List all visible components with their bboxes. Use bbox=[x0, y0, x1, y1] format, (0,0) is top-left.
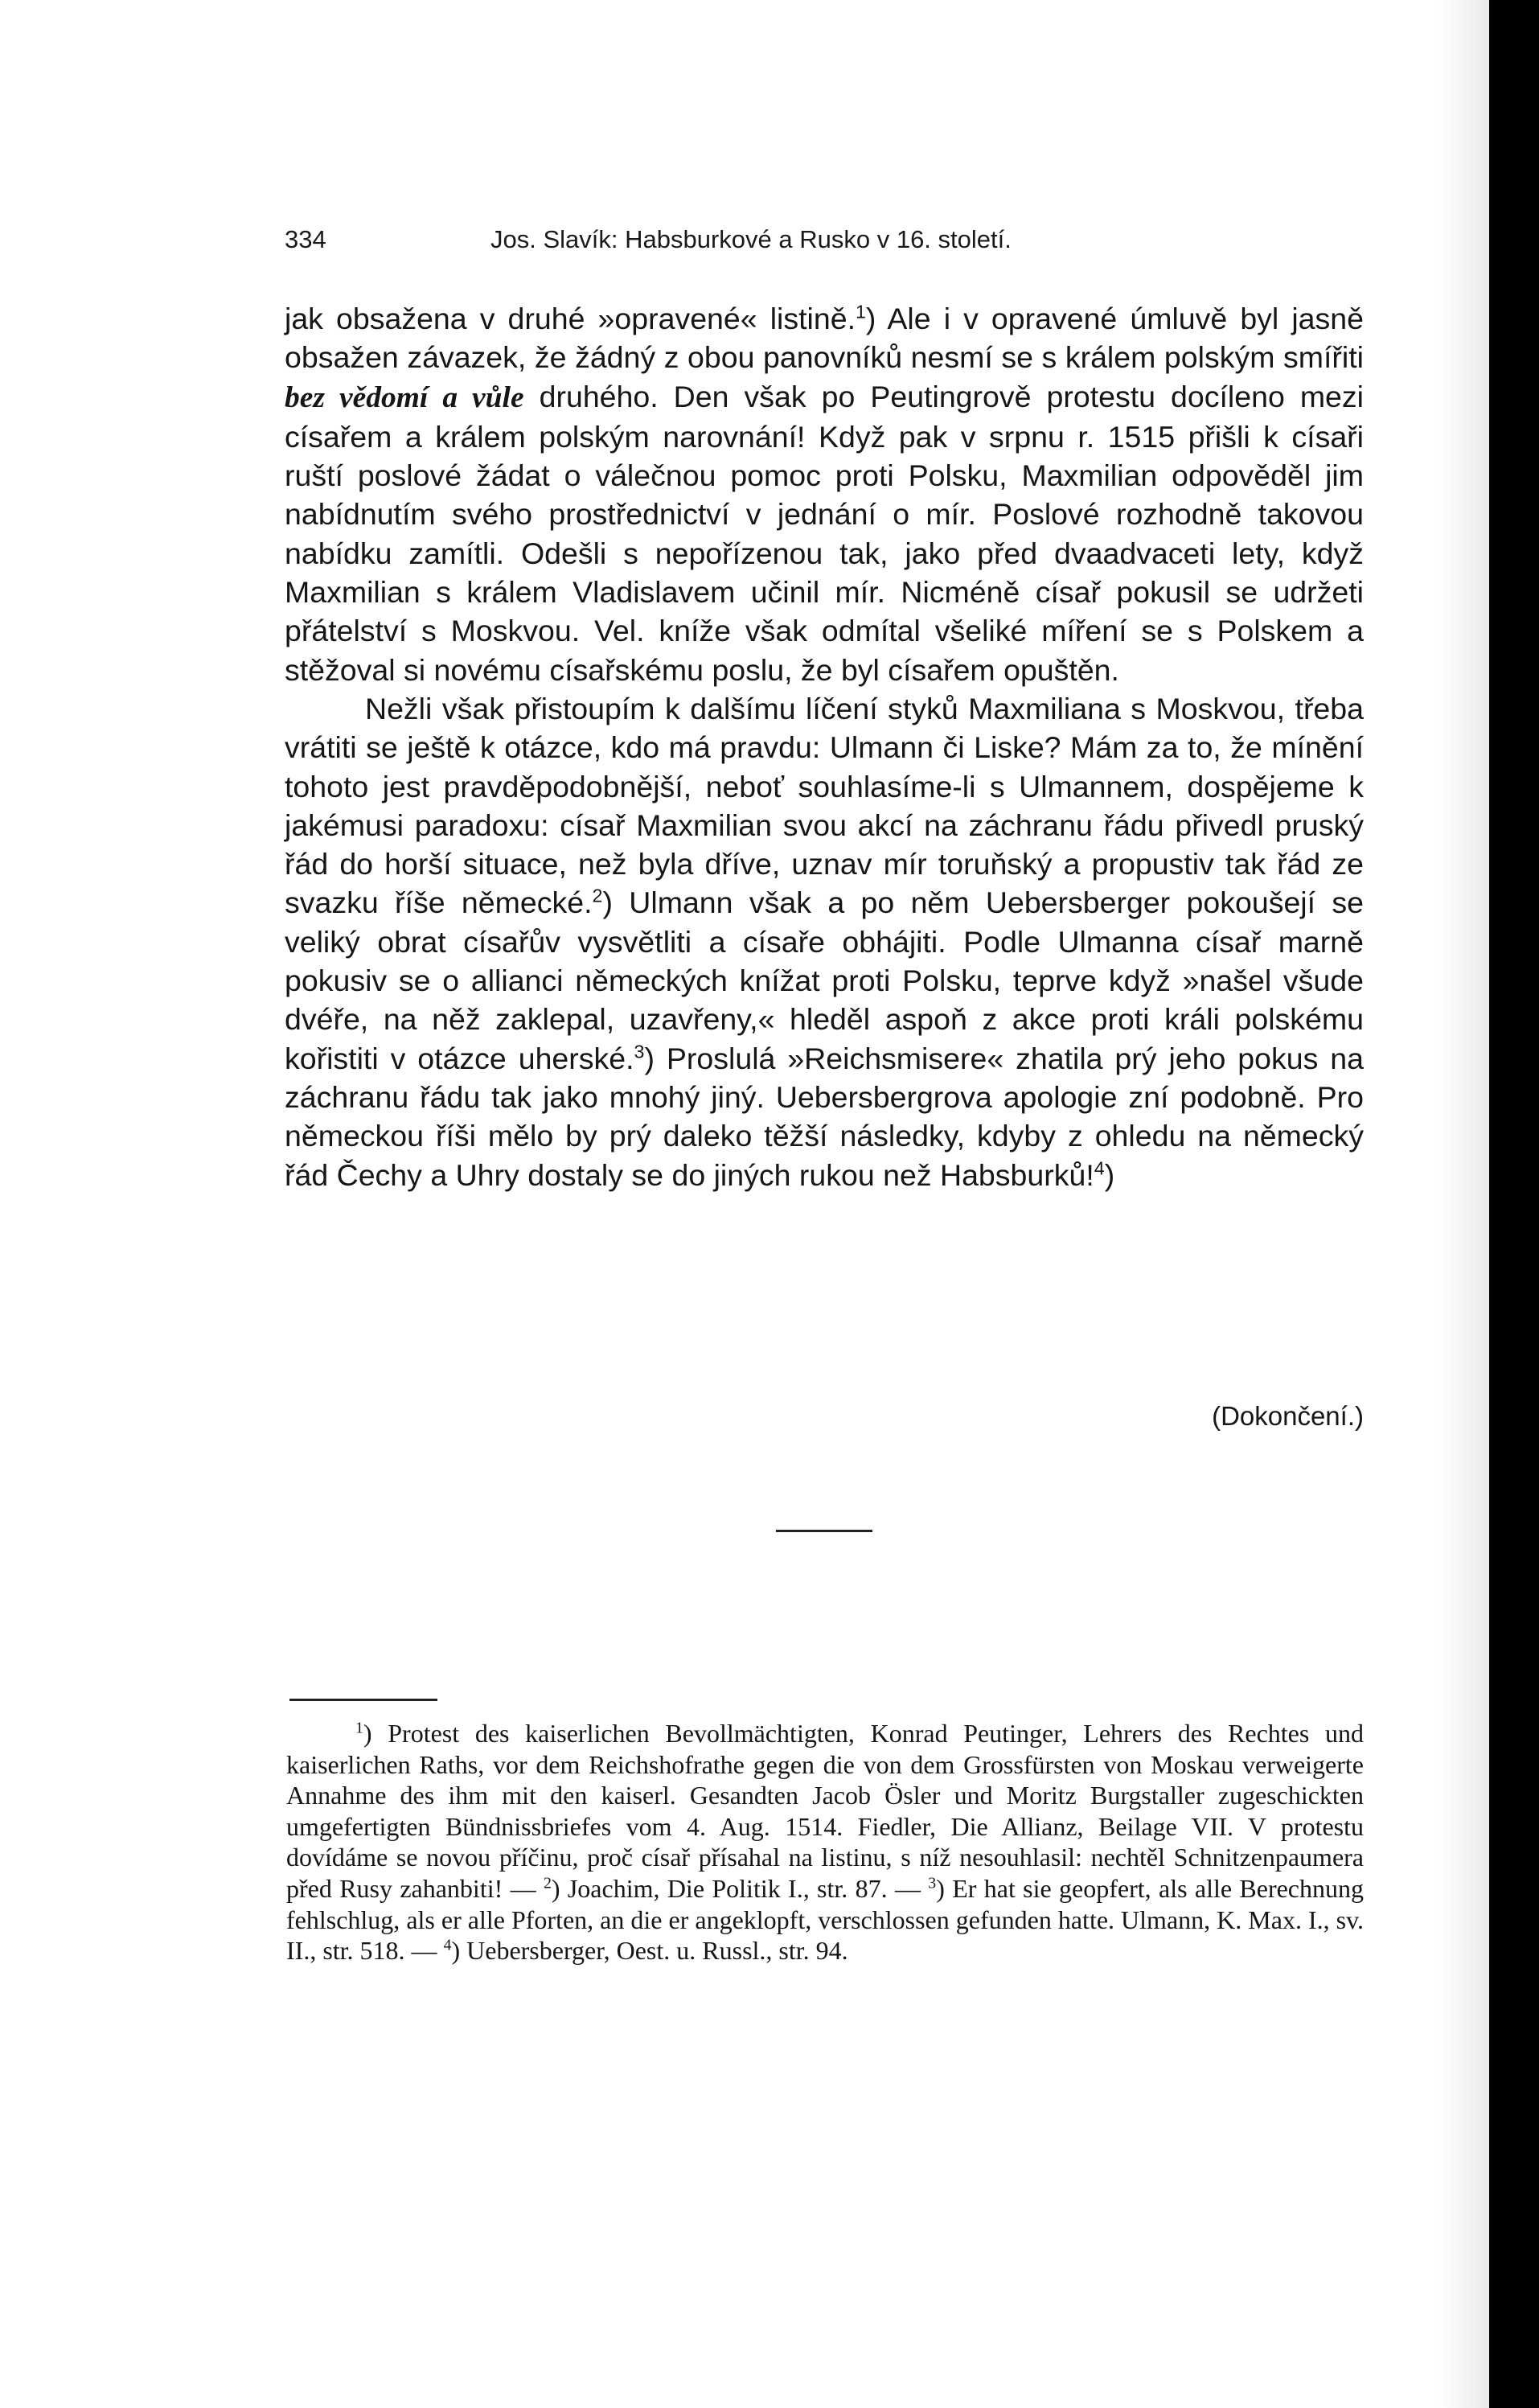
footnote-mark-2: 2 bbox=[543, 1874, 552, 1892]
paragraph-2 bbox=[285, 689, 1364, 1194]
footnote-mark-3: 3 bbox=[928, 1874, 937, 1892]
page-edge-shadow bbox=[1439, 0, 1489, 2408]
page-number: 334 bbox=[285, 225, 326, 253]
footnote-ref-3: 3 bbox=[634, 1041, 645, 1062]
running-title: Jos. Slavík: Habsburkové a Rusko v 16. století. bbox=[490, 225, 1012, 253]
footnote-ref-1: 1 bbox=[855, 301, 866, 323]
footnote-2: ) Joachim, Die Politik I., str. 87. — bbox=[551, 1873, 929, 1903]
footnote-4: ) Uebersberger, Oest. u. Russl., str. 94. bbox=[451, 1936, 848, 1966]
scan-border bbox=[1489, 0, 1539, 2408]
section-divider bbox=[776, 1530, 872, 1532]
text-run: ) bbox=[1104, 1157, 1115, 1192]
text-run: ) Ulmann však a po něm Uebersberger pokoušejí se veliký obrat císařův vysvětliti a císaře obhájiti. Podle Ulmanna císař marně pokusiv se o allianci německých knížat proti Polsku, teprve když »našel všude dvéře, na něž zaklepal, uzavřeny,« hleděl aspoň z akce proti králi polskému kořistiti v otázce uherské. bbox=[285, 886, 1364, 1075]
footnote-mark-1: 1 bbox=[355, 1719, 363, 1737]
continuation-note: (Dokončení.) bbox=[1212, 1401, 1364, 1431]
running-header bbox=[285, 225, 1362, 254]
footnote-3: ) Er hat sie geopfert, als alle Berechnung fehlschlug, als er alle Pforten, an die er angeklopft, verschlossen gefunden hatte. Ulmann, K. Max. I., sv. II., str. 518. — bbox=[286, 1873, 1365, 1966]
footnotes bbox=[286, 1718, 1364, 1966]
main-text bbox=[285, 299, 1364, 1194]
text-run: druhého. Den však po Peutingrově protestu docíleno mezi císařem a králem polským narovnání! Když pak v srpnu r. 1515 přišli k císaři ruští poslové žádat o válečnou pomoc proti Polsku, Maxmilian odpověděl jim nabídnutím svého prostřednictví v jednání o mír. Poslové rozhodně takovou nabídku zamítli. Odešli s nepořízenou tak, jako před dvaadvaceti lety, když Maxmilian s králem Vladislavem učinil mír. Nicméně císař pokusil se udržeti přátelství s Moskvou. Vel. kníže však odmítal všeliké míření se s Polskem a stěžoval si novému císařskému poslu, že byl císařem opuštěn. bbox=[285, 379, 1364, 687]
emphasized-text: bez vědomí a vůle bbox=[285, 380, 524, 414]
footnote-1: ) Protest des kaiserlichen Bevollmächtigten, Konrad Peutinger, Lehrers des Rechtes und kaiserlichen Raths, vor dem Reichshofrathe gegen die von dem Grossfürsten von Moskau verweigerte Annahme des ihm mit den kaiserl. Gesandten Jacob Ösler und Moritz Burgstaller zugeschickten umgefertigten Bündnissbriefes vom 4. Aug. 1514. Fiedler, Die Allianz, Beilage VII. V protestu dovídáme se novou příčinu, proč císař přísahal na listinu, s níž nesouhlasil: nechtěl Schnitzenpaumera před Rusy zahanbiti! — bbox=[286, 1719, 1364, 1903]
footnote-ref-4: 4 bbox=[1094, 1157, 1105, 1179]
footnote-block bbox=[286, 1718, 1364, 1966]
footnote-rule bbox=[289, 1699, 437, 1701]
text-run: jak obsažena v druhé »opravené« listině. bbox=[285, 302, 856, 335]
footnote-mark-4: 4 bbox=[443, 1936, 452, 1954]
footnote-ref-2: 2 bbox=[592, 885, 603, 906]
paragraph-1 bbox=[285, 299, 1364, 689]
text-run: ) Proslulá »Reichsmisere« zhatila prý jeho pokus na záchranu řádu tak jako mnohý jiný. Uebersbergrova apologie zní podobně. Pro německou říši mělo by prý daleko těžší následky, kdyby z ohledu na německý řád Čechy a Uhry dostaly se do jiných rukou než Habsburků! bbox=[285, 1041, 1365, 1192]
text-run: ) Ale i v opravené úmluvě byl jasně obsažen závazek, že žádný z obou panovníků nesmí se s králem polským smířiti bbox=[285, 302, 1364, 375]
text-run: Nežli však přistoupím k dalšímu líčení styků Maxmiliana s Moskvou, třeba vrátiti se ještě k otázce, kdo má pravdu: Ulmann či Liske? Mám za to, že mínění tohoto jest pravděpodobnější, neboť souhlasíme-li s Ulmannem, dospějeme k jakémusi paradoxu: císař Maxmilian svou akcí na záchranu řádu přivedl pruský řád do horší situace, než byla dříve, uznav mír toruňský a propustiv tak řád ze svazku říše německé. bbox=[285, 691, 1364, 920]
